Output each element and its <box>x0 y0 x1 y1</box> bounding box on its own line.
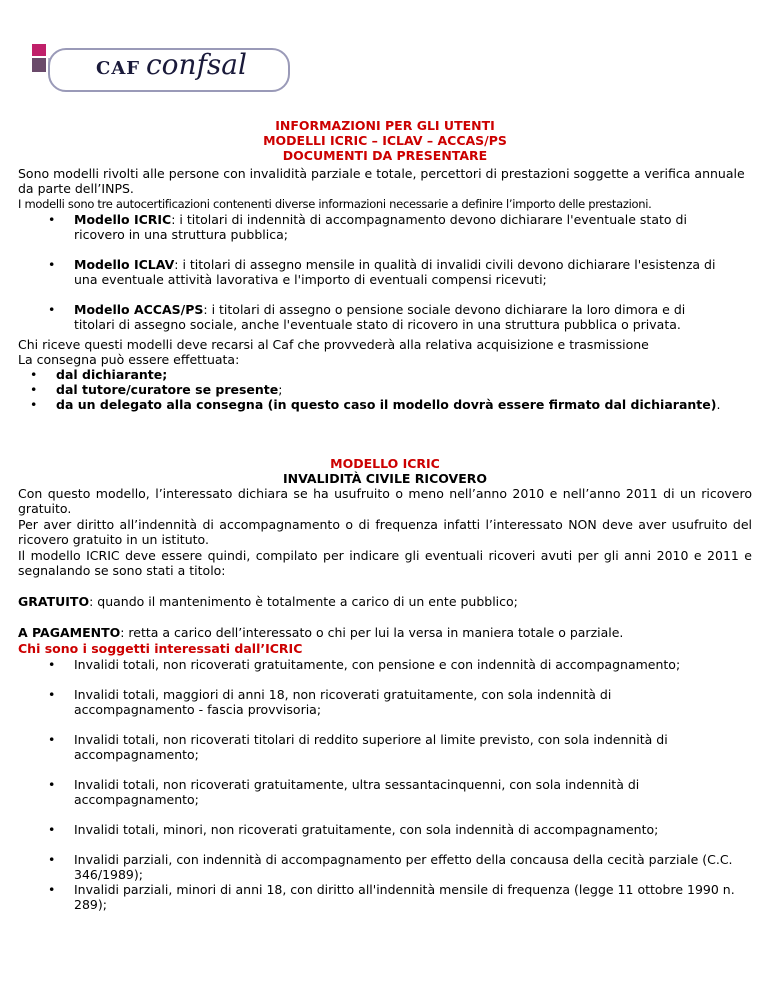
gratuito-text: : quando il mantenimento è totalmente a carico di un ente pubblico; <box>89 594 518 609</box>
gratuito-label: GRATUITO <box>18 594 90 609</box>
intro-paragraph-1: Sono modelli rivolti alle persone con invalidità parziale e totale, percettori di prestazioni soggette a verifica annuale da parte dell’INPS. <box>18 166 745 196</box>
bullet-dot: • <box>48 302 56 317</box>
consegna-paragraph-1: Chi riceve questi modelli deve recarsi al Caf che provvederà alla relativa acquisizione e trasmissione <box>18 337 649 352</box>
logo-square-magenta <box>32 44 46 56</box>
soggetti-title: Chi sono i soggetti interessati dall’ICRIC <box>18 641 303 656</box>
bullet-dot: • <box>48 257 56 272</box>
header-line-3: DOCUMENTI DA PRESENTARE <box>282 148 488 163</box>
icric-header <box>18 456 752 486</box>
consegna-item-text: dal dichiarante; <box>56 367 168 382</box>
icric-paragraph-3: Il modello ICRIC deve essere quindi, compilato per indicare gli eventuali ricoveri avuti per gli anni 2010 e 2011 e segnalando se sono stati a titolo: <box>18 548 752 578</box>
soggetti-item-text: Invalidi totali, non ricoverati gratuitamente, ultra sessantacinquenni, con sola indennità di accompagnamento; <box>74 777 640 807</box>
model-text: : i titolari di assegno mensile in qualità di invalidi civili devono dichiarare l'esistenza di una eventuale attività lavorativa e l'importo di eventuali compensi ricevuti; <box>74 257 716 287</box>
gratuito-definition <box>18 594 752 609</box>
icric-paragraph-1: Con questo modello, l’interessato dichiara se ha usufruito o meno nell’anno 2010 e nell’anno 2011 di un ricovero gratuito. <box>18 486 752 516</box>
model-text: : i titolari di indennità di accompagnamento devono dichiarare l'eventuale stato di ricovero in una struttura pubblica; <box>74 212 687 242</box>
document-header <box>18 118 752 163</box>
caf-confsal-logo <box>30 42 288 94</box>
soggetti-item-text: Invalidi parziali, minori di anni 18, con diritto all'indennità mensile di frequenza (legge 11 ottobre 1990 n. 289); <box>74 882 735 912</box>
icric-subtitle: INVALIDITÀ CIVILE RICOVERO <box>282 471 488 486</box>
soggetti-item-text: Invalidi parziali, con indennità di accompagnamento per effetto della concausa della cecità parziale (C.C. 346/1989); <box>74 852 733 882</box>
model-name: Modello ACCAS/PS <box>74 302 204 317</box>
bullet-dot: • <box>30 367 38 382</box>
icric-title: MODELLO ICRIC <box>330 456 440 471</box>
logo-square-purple <box>32 58 46 72</box>
header-line-2: MODELLI ICRIC – ICLAV – ACCAS/PS <box>263 133 507 148</box>
bullet-dot: • <box>48 657 56 672</box>
header-line-1: INFORMAZIONI PER GLI UTENTI <box>275 118 495 133</box>
pagamento-label: A PAGAMENTO <box>18 625 121 640</box>
icric-paragraph-2: Per aver diritto all’indennità di accompagnamento o di frequenza infatti l’interessato NON deve aver usufruito del ricovero gratuito in un istituto. <box>18 517 752 547</box>
consegna-item-suffix: . <box>716 397 721 412</box>
pagamento-text: : retta a carico dell’interessato o chi per lui la versa in maniera totale o parziale. <box>120 625 624 640</box>
consegna-item-suffix: ; <box>278 382 283 397</box>
consegna-paragraph-2: La consegna può essere effettuata: <box>18 352 240 367</box>
bullet-dot: • <box>48 822 56 837</box>
soggetti-item-text: Invalidi totali, minori, non ricoverati gratuitamente, con sola indennità di accompagnamento; <box>74 822 659 837</box>
consegna-item-text: da un delegato alla consegna (in questo caso il modello dovrà essere firmato dal dichiarante) <box>56 397 717 412</box>
logo-confsal-text: confsal <box>146 48 247 81</box>
logo-caf-text: CAF <box>96 58 141 79</box>
model-name: Modello ICLAV <box>74 257 175 272</box>
bullet-dot: • <box>30 397 38 412</box>
consegna-item-text: dal tutore/curatore se presente <box>56 382 279 397</box>
pagamento-definition <box>18 625 752 640</box>
soggetti-item-text: Invalidi totali, non ricoverati titolari di reddito superiore al limite previsto, con sola indennità di accompagnamento; <box>74 732 668 762</box>
bullet-dot: • <box>48 687 56 702</box>
bullet-dot: • <box>48 882 56 897</box>
bullet-dot: • <box>48 732 56 747</box>
soggetti-item-text: Invalidi totali, maggiori di anni 18, non ricoverati gratuitamente, con sola indennità di accompagnamento - fascia provvisoria; <box>74 687 612 717</box>
bullet-dot: • <box>48 212 56 227</box>
bullet-dot: • <box>48 852 56 867</box>
intro-paragraph-2: I modelli sono tre autocertificazioni contenenti diverse informazioni necessarie a definire l’importo delle prestazioni. <box>18 197 652 211</box>
model-name: Modello ICRIC <box>74 212 172 227</box>
bullet-dot: • <box>30 382 38 397</box>
bullet-dot: • <box>48 777 56 792</box>
soggetti-item-text: Invalidi totali, non ricoverati gratuitamente, con pensione e con indennità di accompagnamento; <box>74 657 681 672</box>
model-text: : i titolari di assegno o pensione sociale devono dichiarare la loro dimora e di titolari di assegno sociale, anche l'eventuale stato di ricovero in una struttura pubblica o privata. <box>74 302 686 332</box>
